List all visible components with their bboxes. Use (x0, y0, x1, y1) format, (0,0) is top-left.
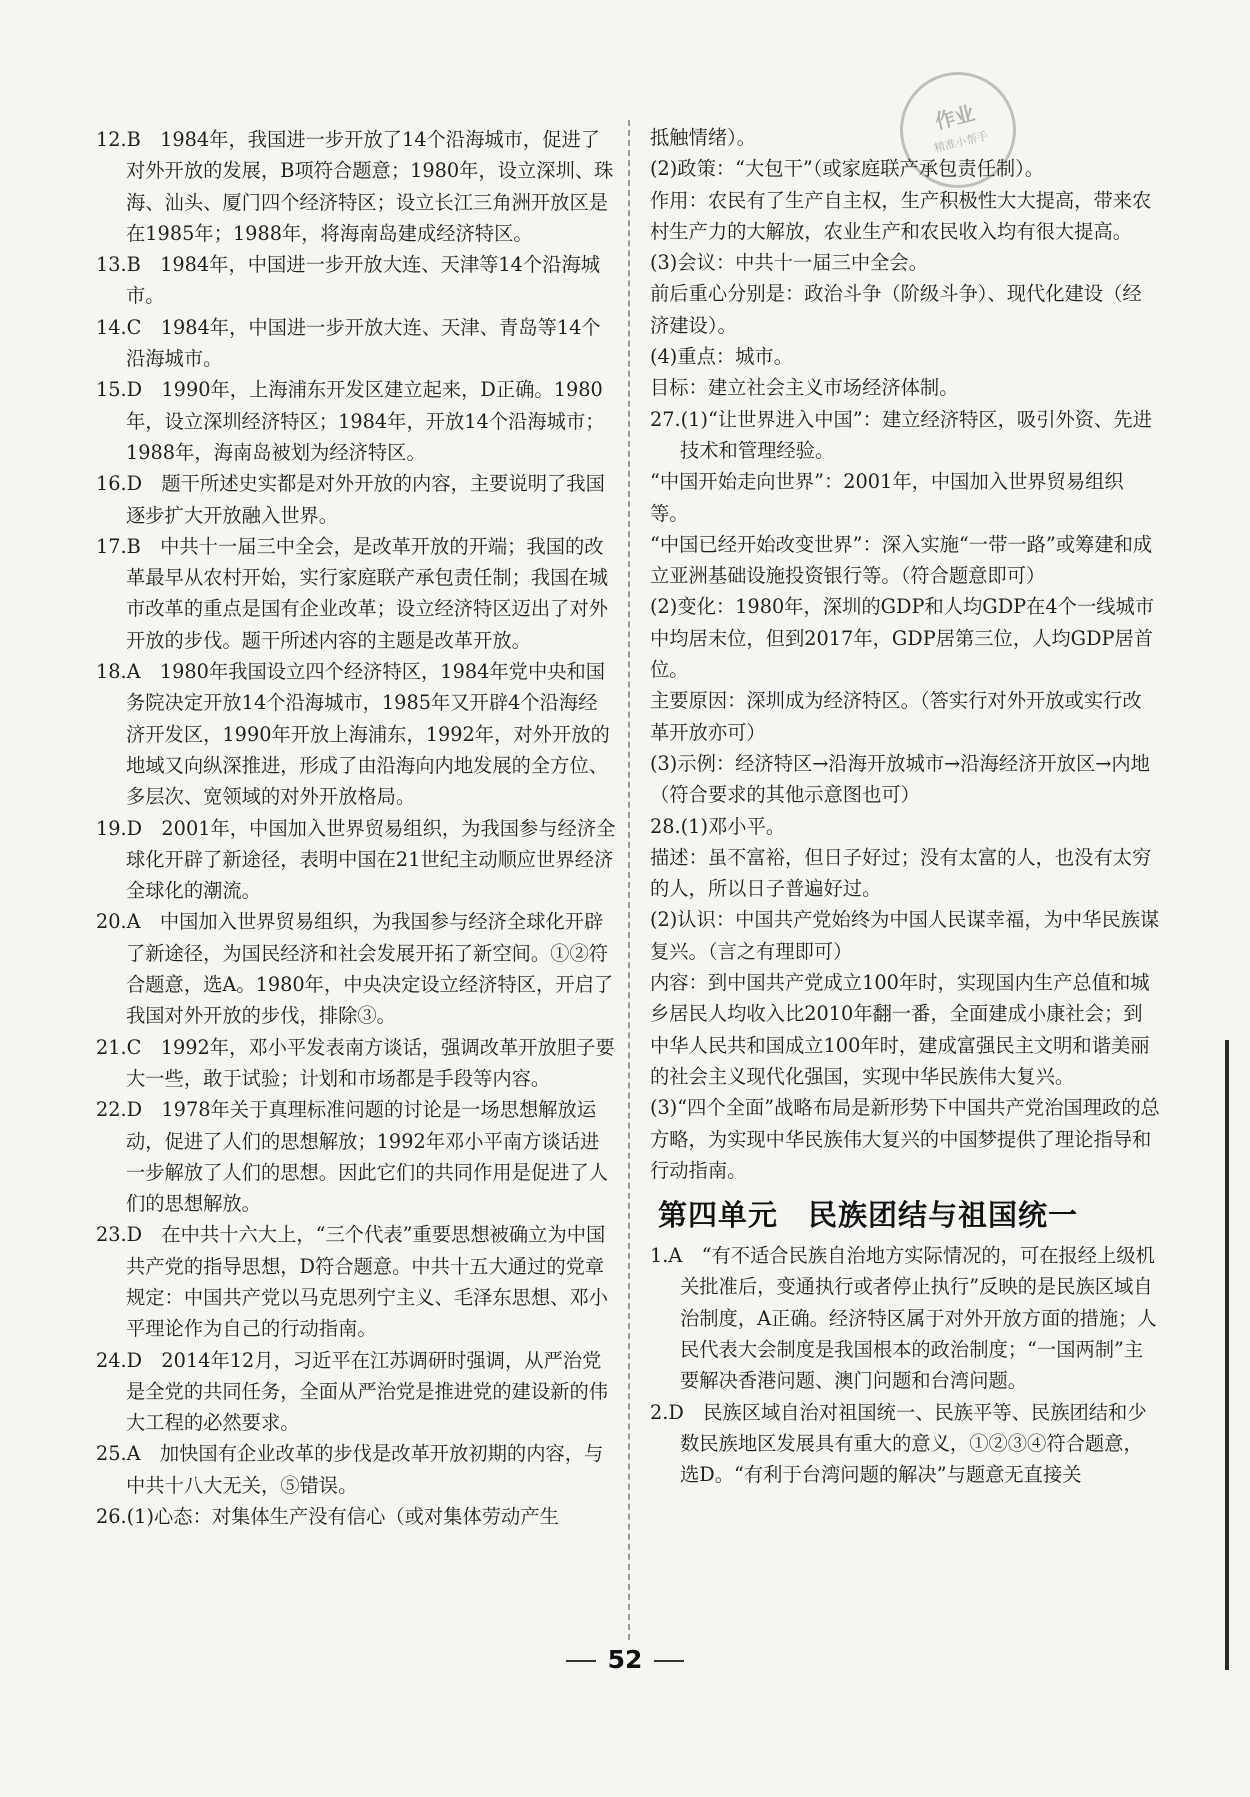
answer-item: 26.(1)心态：对集体生产没有信心（或对集体劳动产生 (96, 1505, 559, 1529)
left-column (96, 124, 616, 1532)
answer-line: (3)示例：经济特区→沿海开放城市→沿海经济开放区→内地（符合要求的其他示意图也可） (650, 751, 1150, 807)
answer-item: 27.(1)“让世界进入中国”：建立经济特区，吸引外资、先进技术和管理经验。 (650, 407, 1152, 462)
answer-line: 描述：虽不富裕，但日子好过；没有太富的人，也没有太穷的人，所以日子普遍好过。 (650, 845, 1152, 901)
answer-item: 13.B 1984年，中国进一步开放大连、天津等14个沿海城市。 (96, 253, 601, 308)
answer-item: 16.D 题干所述史实都是对外开放的内容，主要说明了我国逐步扩大开放融入世界。 (96, 472, 605, 527)
answer-item: 1.A “有不适合民族自治地方实际情况的，可在报经上级机关批准后，变通执行或者停止执行”反映的是民族区域自治制度，A正确。经济特区属于对外开放方面的措施；人民代表大会制度是我国根本的政治制度；“一国两制”主要解决香港问题、澳门问题和台湾问题。 (650, 1244, 1157, 1393)
answer-line: (3)“四个全面”战略布局是新形势下中国共产党治国理政的总方略，为实现中华民族伟大复兴的中国梦提供了理论指导和行动指南。 (650, 1096, 1160, 1182)
answer-line: (2)政策：“大包干”（或家庭联产承包责任制）。 (650, 157, 1045, 181)
stamp-title: 作业 (932, 100, 978, 134)
answer-line: 目标：建立社会主义市场经济体制。 (650, 376, 959, 400)
page-number: 52 (607, 1645, 643, 1674)
stamp-subtitle: 精准小帮手 (932, 129, 990, 156)
answer-item: 22.D 1978年关于真理标准问题的讨论是一场思想解放运动，促进了人们的思想解放；1992年邓小平南方谈话进一步解放了人们的思想。因此它们的共同作用是促进了人们的思想解放。 (96, 1098, 609, 1216)
answer-line: 抵触情绪）。 (650, 126, 757, 149)
answer-line: “中国已经开始改变世界”：深入实施“一带一路”或筹建和成立亚洲基础设施投资银行等。（符合题意即可） (650, 532, 1153, 588)
answer-line: 前后重心分别是：政治斗争（阶级斗争）、现代化建设（经济建设）。 (650, 282, 1142, 337)
column-divider (628, 120, 630, 1640)
section-heading: 第四单元 民族团结与祖国统一 (658, 1198, 1079, 1233)
answer-line: (2)认识：中国共产党始终为中国人民谋幸福，为中华民族谋复兴。（言之有理即可） (650, 908, 1160, 963)
answer-line: 主要原因：深圳成为经济特区。（答实行对外开放或实行改革开放亦可） (650, 689, 1142, 744)
answer-item: 28.(1)邓小平。 (650, 814, 786, 838)
answer-item: 17.B 中共十一届三中全会，是改革开放的开端；我国的改革最早从农村开始，实行家庭联产承包责任制；我国在城市改革的重点是国有企业改革；设立经济特区迈出了对外开放的步伐。题干所述内容的主题是改革开放。 (96, 534, 609, 652)
answer-item: 12.B 1984年，我国进一步开放了14个沿海城市，促进了对外开放的发展，B项符合题意；1980年，设立深圳、珠海、汕头、厦门四个经济特区；设立长江三角洲开放区是在1985年；1988年，将海南岛建成经济特区。 (96, 128, 614, 245)
answer-line: “中国开始走向世界”：2001年，中国加入世界贸易组织等。 (650, 470, 1124, 525)
answer-line: 作用：农民有了生产自主权，生产积极性大大提高，带来农村生产力的大解放，农业生产和农民收入均有很大提高。 (650, 188, 1152, 243)
answer-item: 19.D 2001年，中国加入世界贸易组织，为我国参与经济全球化开辟了新途径，表明中国在21世纪主动顺应世界经济全球化的潮流。 (96, 816, 616, 903)
answer-item: 24.D 2014年12月，习近平在江苏调研时强调，从严治党是全党的共同任务，全面从严治党是推进党的建设新的伟大工程的必然要求。 (96, 1348, 609, 1435)
answer-item: 15.D 1990年，上海浦东开发区建立起来，D正确。1980年，设立深圳经济特区；1984年，开放14个沿海城市；1988年，海南岛被划为经济特区。 (96, 378, 605, 464)
right-column (650, 122, 1160, 1490)
answer-item: 2.D 民族区域自治对祖国统一、民族平等、民族团结和少数民族地区发展具有重大的意义，①②③④符合题意，选D。“有利于台湾问题的解决”与题意无直接关 (650, 1400, 1147, 1487)
answer-item: 21.C 1992年，邓小平发表南方谈话，强调改革开放胆子要大一些，敢于试验；计划和市场都是手段等内容。 (96, 1035, 615, 1090)
answer-line: (2)变化：1980年，深圳的GDP和人均GDP在4个一线城市中均居末位，但到2017年，GDP居第三位，人均GDP居首位。 (650, 595, 1155, 682)
answer-item: 23.D 在中共十六大上，“三个代表”重要思想被确立为中国共产党的指导思想，D符合题意。中共十五大通过的党章规定：中国共产党以马克思列宁主义、毛泽东思想、邓小平理论作为自己的行动指南。 (96, 1223, 609, 1341)
page-edge-shadow (1225, 1040, 1229, 1670)
footer-dash-left (566, 1660, 596, 1662)
answer-item: 18.A 1980年我国设立四个经济特区，1984年党中央和国务院决定开放14个沿海城市，1985年又开辟4个沿海经济开发区，1990年开放上海浦东，1992年，对外开放的地域又向纵深推进，形成了由沿海向内地发展的全方位、多层次、宽领域的对外开放格局。 (96, 660, 610, 809)
answer-item: 20.A 中国加入世界贸易组织，为我国参与经济全球化开辟了新途径，为国民经济和社会发展开拓了新空间。①②符合题意，选A。1980年，中央决定设立经济特区，开启了我国对外开放的步伐，排除③。 (96, 910, 614, 1028)
footer-dash-right (654, 1660, 684, 1662)
answer-line: (3)会议：中共十一届三中全会。 (650, 251, 928, 275)
answer-item: 25.A 加快国有企业改革的步伐是改革开放初期的内容，与中共十八大无关，⑤错误。 (96, 1442, 604, 1497)
answer-line: (4)重点：城市。 (650, 345, 793, 369)
page-footer (0, 1645, 1250, 1674)
answer-line: 内容：到中国共产党成立100年时，实现国内生产总值和城乡居民人均收入比2010年翻一番，全面建成小康社会；到中华人民共和国成立100年时，建成富强民主文明和谐美丽的社会主义现代化强国，实现中华民族伟大复兴。 (650, 971, 1150, 1088)
answer-item: 14.C 1984年，中国进一步开放大连、天津、青岛等14个沿海城市。 (96, 315, 601, 371)
